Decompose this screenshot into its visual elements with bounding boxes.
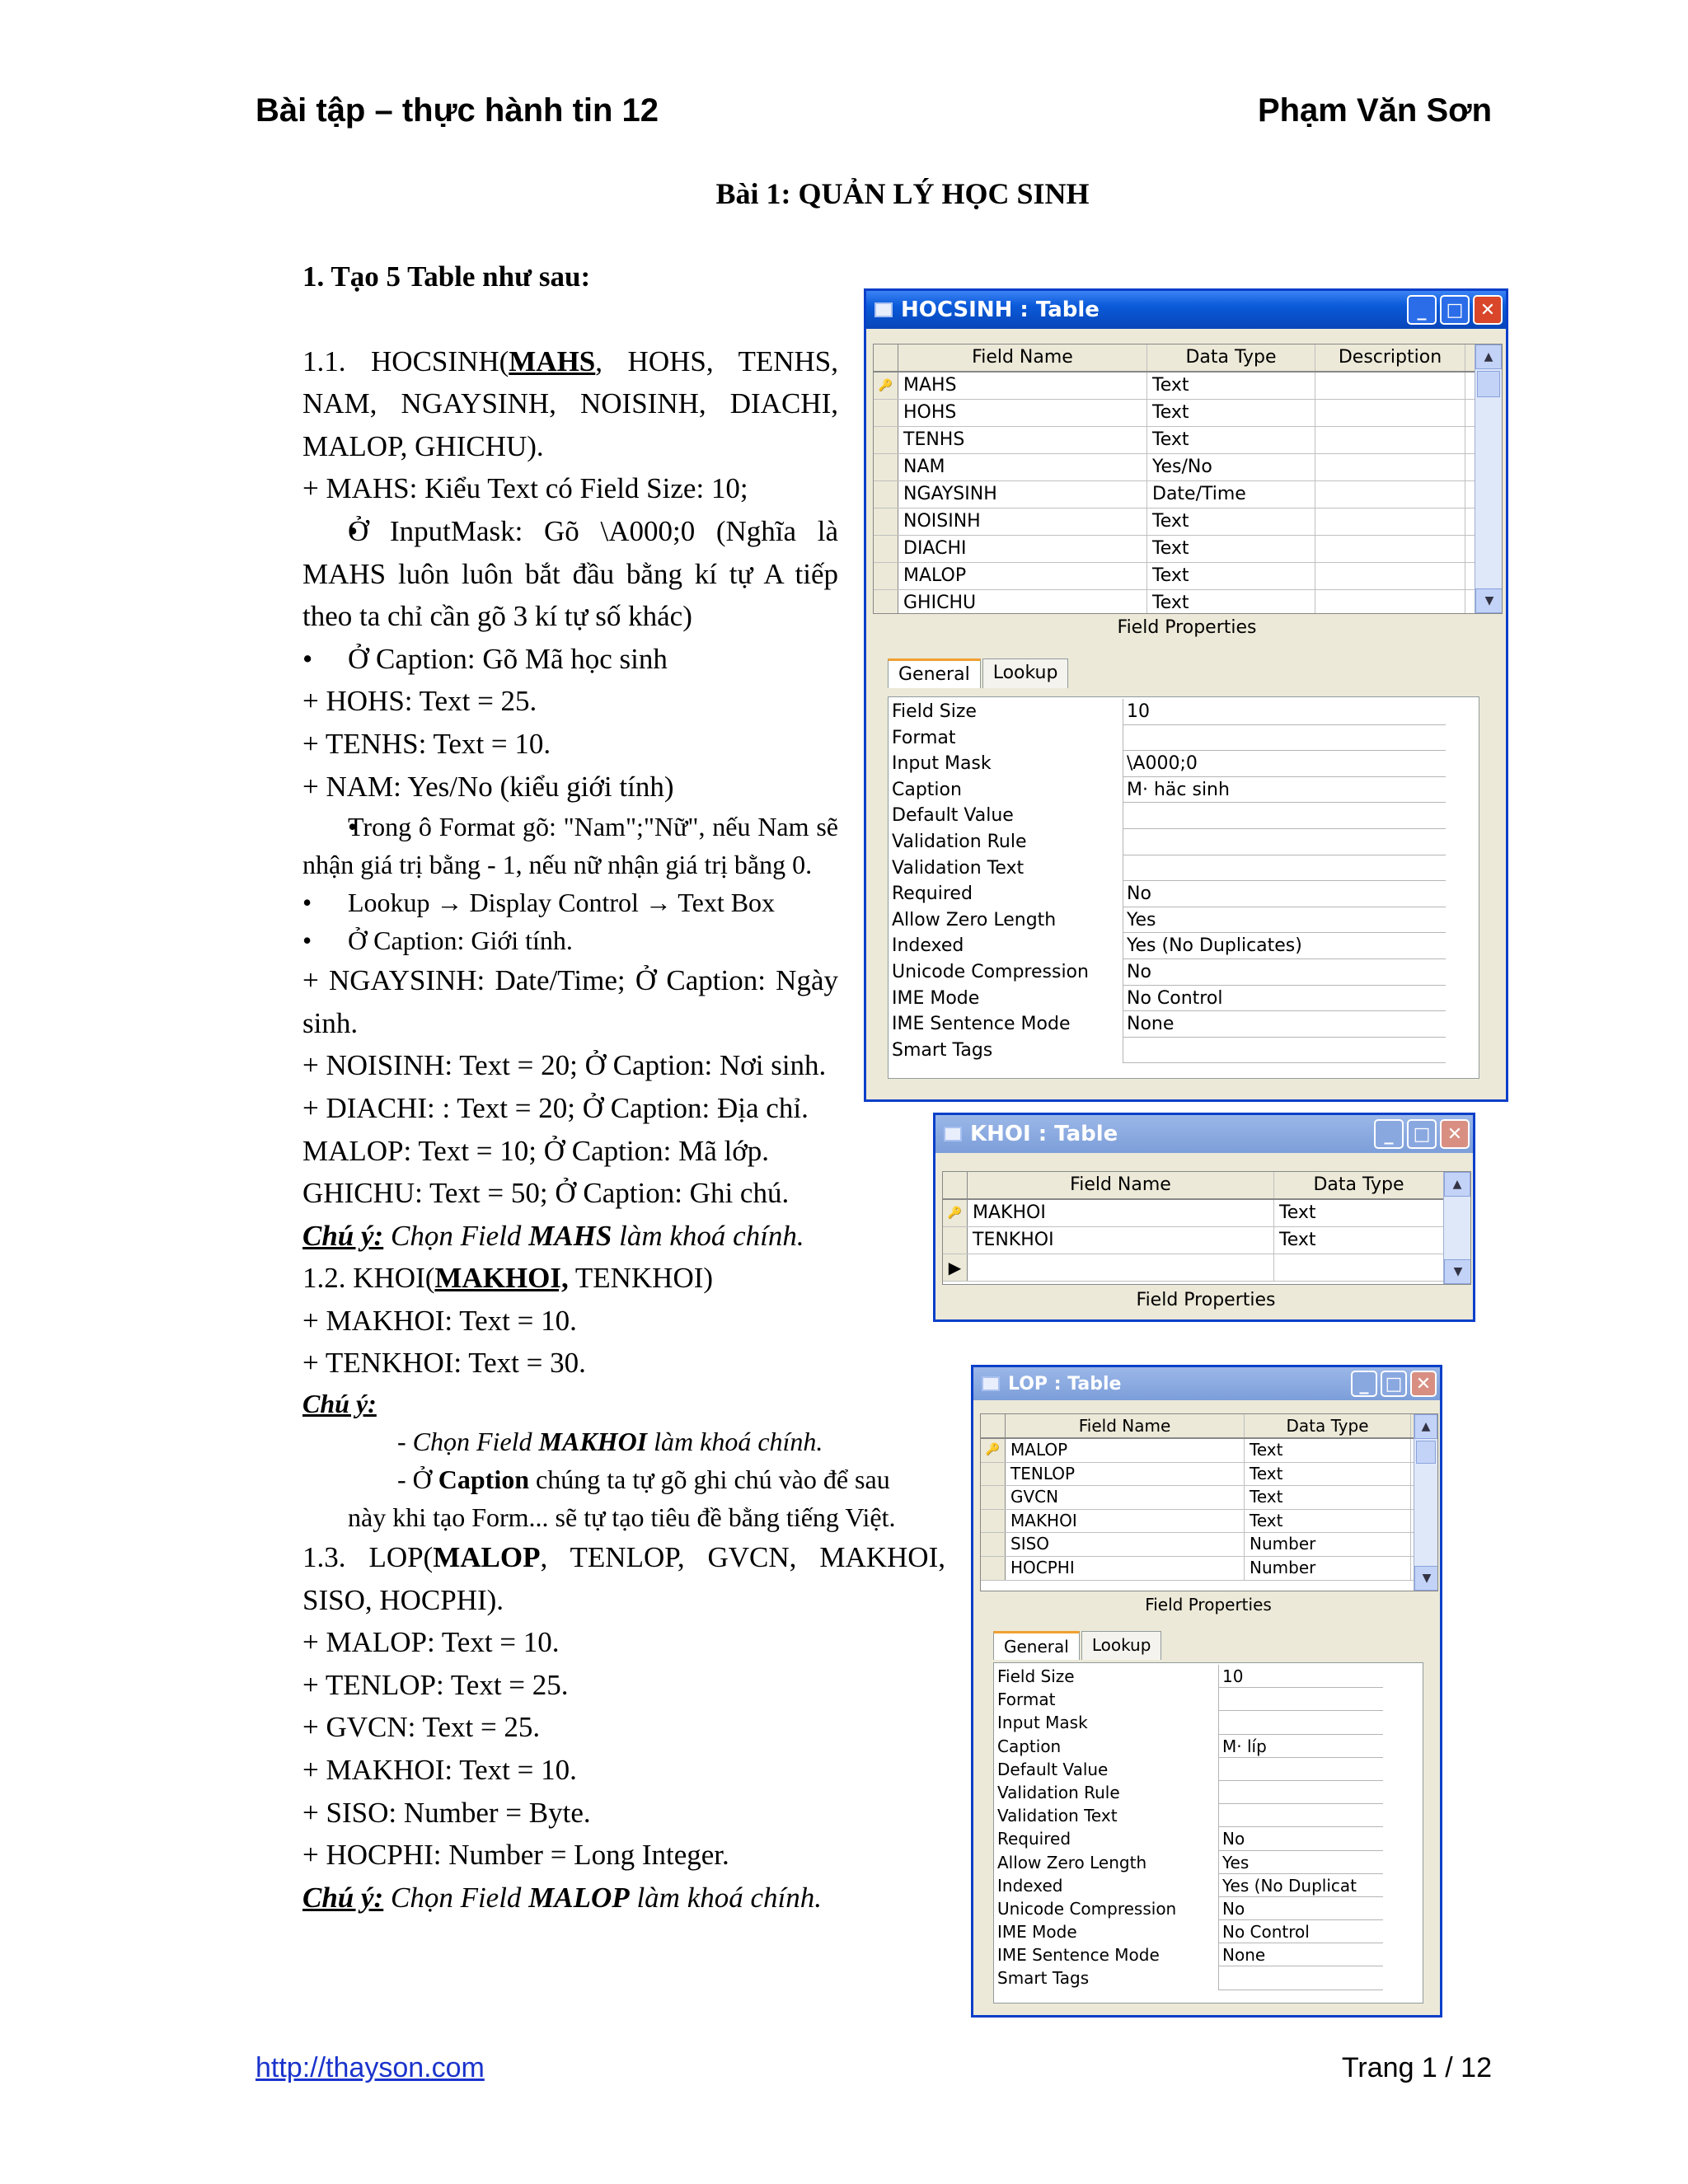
row-selector[interactable] bbox=[874, 400, 898, 426]
lop-line2: SISO, HOCPHI). bbox=[302, 1583, 504, 1616]
property-label: Allow Zero Length bbox=[892, 909, 1057, 930]
property-label: Indexed bbox=[997, 1875, 1063, 1896]
window-title: HOCSINH : Table bbox=[901, 298, 1100, 322]
field-row[interactable] bbox=[981, 1486, 1437, 1510]
field-row[interactable] bbox=[943, 1227, 1470, 1254]
scroll-down-icon[interactable]: ▼ bbox=[1475, 588, 1503, 613]
khoi-design-grid[interactable] bbox=[942, 1171, 1471, 1285]
field-name-cell[interactable]: HOHS bbox=[898, 400, 1147, 426]
property-value[interactable] bbox=[1123, 1038, 1446, 1064]
tab-general[interactable]: General bbox=[993, 1631, 1080, 1660]
data-type-cell[interactable]: Text bbox=[1147, 509, 1315, 535]
property-row bbox=[892, 777, 1475, 804]
property-row bbox=[997, 1735, 1419, 1758]
property-row bbox=[997, 1851, 1419, 1874]
section-heading: 1. Tạo 5 Table như sau: bbox=[302, 260, 591, 293]
property-row bbox=[892, 829, 1475, 855]
property-value[interactable]: Yes bbox=[1218, 1851, 1383, 1874]
note-makhoi: - Chọn Field MAKHOI làm khoá chính. bbox=[397, 1427, 823, 1457]
hocsinh-line2: NAM, NGAYSINH, NOISINH, DIACHI, bbox=[302, 387, 838, 420]
hocsinh-line3: MALOP, GHICHU). bbox=[302, 429, 544, 462]
property-row bbox=[997, 1943, 1419, 1966]
field-row[interactable] bbox=[981, 1557, 1437, 1581]
table-icon bbox=[944, 1127, 962, 1141]
property-label: Unicode Compression bbox=[997, 1898, 1177, 1919]
scroll-up-icon[interactable]: ▲ bbox=[1475, 344, 1502, 369]
col-data-type[interactable]: Data Type bbox=[1274, 1172, 1444, 1198]
hohs-line: + HOHS: Text = 25. bbox=[302, 685, 537, 718]
property-value[interactable]: No bbox=[1123, 881, 1446, 907]
col-data-type[interactable]: Data Type bbox=[1245, 1414, 1411, 1437]
property-value[interactable] bbox=[1123, 725, 1446, 752]
lop-line1: 1.3. LOP(MALOP, TENLOP, GVCN, MAKHOI, bbox=[302, 1541, 945, 1574]
scroll-thumb[interactable] bbox=[1477, 371, 1500, 397]
property-value[interactable]: Yes (No Duplicat bbox=[1218, 1874, 1383, 1897]
property-row bbox=[997, 1665, 1419, 1688]
field-row[interactable] bbox=[874, 536, 1502, 563]
field-row[interactable] bbox=[874, 373, 1502, 400]
tab-general[interactable]: General bbox=[888, 658, 981, 688]
l-malop: + MALOP: Text = 10. bbox=[302, 1626, 560, 1659]
ngaysinh-line: + NGAYSINH: Date/Time; Ở Caption: Ngày sinh. bbox=[302, 964, 838, 1039]
property-label: Smart Tags bbox=[997, 1968, 1090, 1989]
diachi-line: + DIACHI: : Text = 20; Ở Caption: Địa chỉ. bbox=[302, 1091, 809, 1124]
khoi-titlebar[interactable] bbox=[935, 1115, 1473, 1153]
table-icon bbox=[982, 1376, 1000, 1391]
row-selector[interactable] bbox=[874, 563, 898, 589]
property-row bbox=[997, 1804, 1419, 1827]
col-data-type[interactable]: Data Type bbox=[1147, 344, 1315, 371]
property-label: Required bbox=[997, 1829, 1071, 1849]
data-type-cell[interactable]: Text bbox=[1147, 563, 1315, 589]
property-label: Smart Tags bbox=[892, 1039, 993, 1061]
row-selector[interactable] bbox=[981, 1533, 1006, 1556]
window-title: KHOI : Table bbox=[970, 1122, 1118, 1146]
property-label: Validation Rule bbox=[997, 1782, 1120, 1802]
property-row bbox=[892, 907, 1475, 934]
scroll-up-icon[interactable]: ▲ bbox=[1414, 1414, 1437, 1439]
property-value[interactable]: No Control bbox=[1123, 986, 1446, 1012]
property-value[interactable]: No bbox=[1218, 1827, 1383, 1850]
description-cell[interactable] bbox=[1315, 481, 1465, 508]
header-right: Phạm Văn Sơn bbox=[1257, 92, 1492, 129]
new-record-arrow-icon: ▶ bbox=[943, 1254, 968, 1281]
property-label: Field Size bbox=[892, 701, 977, 722]
lop-design-grid[interactable] bbox=[980, 1413, 1438, 1591]
lop-titlebar[interactable] bbox=[973, 1367, 1440, 1400]
property-label: Input Mask bbox=[997, 1713, 1088, 1733]
field-row[interactable] bbox=[874, 454, 1502, 481]
scroll-thumb[interactable] bbox=[1416, 1441, 1436, 1464]
tab-lookup[interactable]: Lookup bbox=[1081, 1631, 1162, 1660]
mahs-line: + MAHS: Kiểu Text có Field Size: 10; bbox=[302, 472, 748, 505]
spacer bbox=[302, 298, 838, 340]
row-selector[interactable] bbox=[874, 427, 898, 453]
data-type-cell[interactable]: Text bbox=[1245, 1486, 1411, 1509]
lop-table-window[interactable] bbox=[971, 1365, 1442, 2018]
data-type-cell[interactable]: Text bbox=[1274, 1200, 1444, 1226]
nam-line: + NAM: Yes/No (kiểu giới tính) bbox=[302, 770, 674, 803]
property-label: Indexed bbox=[892, 935, 964, 957]
l-siso: + SISO: Number = Byte. bbox=[302, 1796, 591, 1829]
hocsinh-table-window[interactable] bbox=[864, 288, 1508, 1102]
grid-header bbox=[981, 1414, 1437, 1439]
property-value[interactable]: M· häc sinh bbox=[1123, 777, 1446, 804]
property-value[interactable]: M· líp bbox=[1218, 1735, 1383, 1758]
property-label: Field Size bbox=[997, 1666, 1075, 1686]
inputmask-bullet: • Ở InputMask: Gõ \A000;0 (Nghĩa là MAHS luôn luôn bắt đầu bằng kí tự A tiếp theo ta chỉ cần gõ 3 kí tự số khác) bbox=[302, 510, 838, 638]
data-type-cell[interactable]: Number bbox=[1245, 1533, 1411, 1556]
note-caption: - Ở Caption chúng ta tự gõ ghi chú vào để sau bbox=[397, 1465, 890, 1495]
field-name-cell[interactable]: HOCPHI bbox=[1006, 1557, 1245, 1580]
property-value[interactable]: \A000;0 bbox=[1123, 751, 1446, 777]
property-label: Required bbox=[892, 883, 973, 905]
property-value[interactable] bbox=[1218, 1758, 1383, 1781]
malop-line: MALOP: Text = 10; Ở Caption: Mã lớp. bbox=[302, 1134, 769, 1167]
l-tenlop: + TENLOP: Text = 25. bbox=[302, 1668, 569, 1701]
property-row bbox=[892, 751, 1475, 777]
property-row bbox=[892, 933, 1475, 959]
field-properties-label: Field Properties bbox=[1136, 1290, 1276, 1310]
vertical-scrollbar[interactable] bbox=[1443, 1172, 1470, 1284]
l-makhoi: + MAKHOI: Text = 10. bbox=[302, 1754, 577, 1787]
property-label: Default Value bbox=[892, 805, 1014, 827]
property-row bbox=[892, 855, 1475, 882]
description-cell[interactable] bbox=[1315, 454, 1465, 480]
data-type-cell[interactable]: Text bbox=[1147, 536, 1315, 562]
primary-key-icon[interactable]: 🔑 bbox=[943, 1200, 968, 1226]
makhoi-line: + MAKHOI: Text = 10. bbox=[302, 1304, 577, 1337]
l-hocphi: + HOCPHI: Number = Long Integer. bbox=[302, 1839, 729, 1872]
property-value[interactable] bbox=[1218, 1804, 1383, 1827]
property-value[interactable]: Yes bbox=[1123, 907, 1446, 934]
property-label: Allow Zero Length bbox=[997, 1852, 1147, 1872]
property-label: Caption bbox=[892, 779, 962, 800]
row-selector[interactable] bbox=[981, 1463, 1006, 1486]
property-value[interactable]: No Control bbox=[1218, 1920, 1383, 1943]
data-type-cell[interactable]: Date/Time bbox=[1147, 481, 1315, 508]
field-name-cell[interactable]: MAHS bbox=[898, 373, 1147, 399]
caption-gt-bullet: • Ở Caption: Giới tính. bbox=[302, 921, 838, 959]
grid-header bbox=[874, 344, 1502, 373]
property-value[interactable] bbox=[1218, 1781, 1383, 1804]
page-title: Bài 1: QUẢN LÝ HỌC SINH bbox=[715, 177, 1090, 210]
description-cell[interactable] bbox=[1315, 536, 1465, 562]
col-field-name[interactable]: Field Name bbox=[968, 1172, 1274, 1198]
property-row bbox=[997, 1758, 1419, 1781]
field-name-cell[interactable]: MAKHOI bbox=[968, 1200, 1274, 1226]
property-value[interactable] bbox=[1123, 829, 1446, 855]
property-row bbox=[997, 1688, 1419, 1711]
col-field-name[interactable]: Field Name bbox=[898, 344, 1147, 371]
data-type-cell[interactable]: Text bbox=[1147, 400, 1315, 426]
field-row[interactable] bbox=[874, 509, 1502, 536]
field-name-cell[interactable]: NAM bbox=[898, 454, 1147, 480]
row-selector[interactable] bbox=[874, 590, 898, 614]
property-value[interactable] bbox=[1218, 1966, 1383, 1990]
row-selector[interactable] bbox=[943, 1227, 968, 1254]
property-label: IME Sentence Mode bbox=[997, 1945, 1160, 1966]
property-row bbox=[997, 1781, 1419, 1804]
description-cell[interactable] bbox=[1315, 590, 1465, 614]
property-row bbox=[997, 1827, 1419, 1850]
property-value[interactable] bbox=[1218, 1688, 1383, 1711]
maximize-button[interactable]: □ bbox=[1407, 1119, 1437, 1149]
field-row[interactable] bbox=[874, 590, 1502, 614]
hocsinh-design-grid[interactable] bbox=[873, 344, 1503, 614]
property-label: IME Mode bbox=[892, 987, 980, 1009]
field-row[interactable] bbox=[874, 427, 1502, 454]
field-name-cell[interactable]: MALOP bbox=[898, 563, 1147, 589]
property-value[interactable]: Yes (No Duplicates) bbox=[1123, 933, 1446, 959]
note-malop: Chú ý: Chọn Field MALOP làm khoá chính. bbox=[302, 1881, 822, 1914]
maximize-button[interactable]: □ bbox=[1440, 295, 1470, 325]
field-row[interactable] bbox=[981, 1510, 1437, 1534]
property-label: Unicode Compression bbox=[892, 961, 1089, 982]
col-field-name[interactable]: Field Name bbox=[1006, 1414, 1245, 1437]
minimize-button[interactable]: _ bbox=[1351, 1371, 1377, 1397]
property-row bbox=[892, 986, 1475, 1012]
col-description[interactable]: Description bbox=[1315, 344, 1465, 371]
close-button[interactable]: ✕ bbox=[1410, 1371, 1437, 1397]
page-number: Trang 1 / 12 bbox=[1341, 2052, 1492, 2083]
property-value[interactable] bbox=[1123, 803, 1446, 829]
scroll-down-icon[interactable]: ▼ bbox=[1414, 1566, 1438, 1591]
khoi-line: 1.2. KHOI(MAKHOI, TENKHOI) bbox=[302, 1262, 714, 1295]
description-cell[interactable] bbox=[1315, 563, 1465, 589]
description-cell[interactable] bbox=[1315, 400, 1465, 426]
lop-properties-panel[interactable] bbox=[993, 1662, 1423, 2004]
field-row[interactable] bbox=[981, 1463, 1437, 1487]
property-label: IME Mode bbox=[997, 1922, 1077, 1943]
field-name-cell[interactable]: NGAYSINH bbox=[898, 481, 1147, 508]
property-label: Default Value bbox=[997, 1759, 1109, 1779]
field-row[interactable] bbox=[981, 1533, 1437, 1557]
field-row[interactable] bbox=[874, 481, 1502, 509]
field-properties-label: Field Properties bbox=[1117, 617, 1257, 638]
scroll-down-icon[interactable]: ▼ bbox=[1444, 1259, 1471, 1284]
primary-key-icon[interactable]: 🔑 bbox=[874, 373, 898, 399]
field-name-cell[interactable]: GVCN bbox=[1006, 1486, 1245, 1509]
close-button[interactable]: ✕ bbox=[1440, 1119, 1470, 1149]
property-label: Validation Rule bbox=[892, 831, 1027, 852]
l-gvcn: + GVCN: Text = 25. bbox=[302, 1711, 541, 1744]
property-row bbox=[892, 1038, 1475, 1064]
hocsinh-line1: 1.1. HOCSINH(MAHS, HOHS, TENHS, bbox=[302, 344, 839, 377]
field-row[interactable] bbox=[943, 1200, 1470, 1227]
property-row bbox=[892, 725, 1475, 752]
minimize-button[interactable]: _ bbox=[1374, 1119, 1404, 1149]
property-row bbox=[997, 1966, 1419, 1990]
description-cell[interactable] bbox=[1315, 509, 1465, 535]
field-properties-label: Field Properties bbox=[1145, 1595, 1272, 1615]
note2-label: Chú ý: bbox=[302, 1389, 377, 1419]
data-type-cell[interactable]: Yes/No bbox=[1147, 454, 1315, 480]
lookup-bullet: • Lookup → Display Control → Text Box bbox=[302, 883, 838, 921]
property-label: Input Mask bbox=[892, 753, 992, 775]
field-row[interactable] bbox=[874, 563, 1502, 590]
hocsinh-titlebar[interactable] bbox=[866, 291, 1506, 329]
row-selector[interactable] bbox=[874, 454, 898, 480]
property-row bbox=[997, 1874, 1419, 1897]
minimize-button[interactable]: _ bbox=[1407, 295, 1437, 325]
row-selector[interactable] bbox=[874, 509, 898, 535]
property-value[interactable]: No bbox=[1123, 959, 1446, 986]
khoi-table-window[interactable] bbox=[933, 1113, 1475, 1322]
property-label: Caption bbox=[997, 1736, 1062, 1756]
property-row bbox=[892, 959, 1475, 986]
property-row bbox=[892, 699, 1475, 725]
data-type-cell[interactable]: Text bbox=[1147, 373, 1315, 399]
property-row bbox=[997, 1897, 1419, 1920]
hocsinh-properties-panel[interactable] bbox=[888, 696, 1479, 1079]
tenkhoi-line: + TENKHOI: Text = 30. bbox=[302, 1347, 586, 1380]
maximize-button[interactable]: □ bbox=[1381, 1371, 1407, 1397]
field-name-cell[interactable]: TENHS bbox=[898, 427, 1147, 453]
field-name-cell[interactable]: MALOP bbox=[1006, 1439, 1245, 1462]
property-tabs[interactable] bbox=[888, 658, 1070, 688]
property-value[interactable] bbox=[1123, 855, 1446, 882]
field-row[interactable] bbox=[981, 1439, 1437, 1463]
data-type-cell[interactable]: Text bbox=[1245, 1439, 1411, 1462]
data-type-cell[interactable]: Text bbox=[1147, 427, 1315, 453]
data-type-cell[interactable]: Text bbox=[1245, 1510, 1411, 1533]
vertical-scrollbar[interactable] bbox=[1475, 344, 1502, 613]
field-row[interactable] bbox=[874, 400, 1502, 427]
row-selector[interactable] bbox=[981, 1557, 1006, 1580]
field-name-cell[interactable]: DIACHI bbox=[898, 536, 1147, 562]
row-selector[interactable] bbox=[981, 1510, 1006, 1533]
field-name-cell[interactable]: TENKHOI bbox=[968, 1227, 1274, 1254]
row-selector[interactable] bbox=[874, 536, 898, 562]
data-type-cell[interactable]: Number bbox=[1245, 1557, 1411, 1580]
noisinh-line: + NOISINH: Text = 20; Ở Caption: Nơi sinh. bbox=[302, 1049, 827, 1082]
field-name-cell[interactable]: MAKHOI bbox=[1006, 1510, 1245, 1533]
data-type-cell[interactable]: Text bbox=[1147, 590, 1315, 614]
property-row bbox=[892, 881, 1475, 907]
property-label: IME Sentence Mode bbox=[892, 1014, 1071, 1035]
property-label: Format bbox=[892, 727, 956, 748]
property-row bbox=[892, 803, 1475, 829]
property-value[interactable]: None bbox=[1123, 1011, 1446, 1038]
property-label: Format bbox=[997, 1690, 1056, 1710]
description-cell[interactable] bbox=[1315, 427, 1465, 453]
property-value[interactable] bbox=[1218, 1711, 1383, 1734]
note-mahs: Chú ý: Chọn Field MAHS làm khoá chính. bbox=[302, 1219, 804, 1252]
field-name-cell[interactable]: TENLOP bbox=[1006, 1463, 1245, 1486]
property-value[interactable]: No bbox=[1218, 1897, 1383, 1920]
property-value[interactable]: 10 bbox=[1123, 699, 1446, 725]
row-selector[interactable] bbox=[874, 481, 898, 508]
new-record-row[interactable] bbox=[943, 1254, 1470, 1282]
field-name-cell[interactable]: GHICHU bbox=[898, 590, 1147, 614]
ghichu-line: GHICHU: Text = 50; Ở Caption: Ghi chú. bbox=[302, 1177, 790, 1210]
footer-link[interactable]: http://thayson.com bbox=[256, 2052, 485, 2083]
description-cell[interactable] bbox=[1315, 373, 1465, 399]
note-caption-cont: này khi tạo Form... sẽ tự tạo tiêu đề bằng tiếng Việt. bbox=[348, 1502, 896, 1533]
close-button[interactable]: ✕ bbox=[1473, 295, 1503, 325]
scroll-up-icon[interactable]: ▲ bbox=[1444, 1172, 1470, 1197]
property-label: Validation Text bbox=[997, 1806, 1118, 1826]
property-label: Validation Text bbox=[892, 857, 1025, 879]
format-bullet: • Trong ô Format gõ: "Nam";"Nữ", nếu Nam sẽ nhận giá trị bằng - 1, nếu nữ nhận giá trị bằng 0. bbox=[302, 808, 838, 883]
property-row bbox=[997, 1920, 1419, 1943]
row-selector[interactable] bbox=[981, 1486, 1006, 1509]
header-left: Bài tập – thực hành tin 12 bbox=[256, 92, 659, 129]
data-type-cell[interactable]: Text bbox=[1245, 1463, 1411, 1486]
table-icon bbox=[874, 302, 893, 317]
property-tabs[interactable] bbox=[993, 1631, 1163, 1660]
property-row bbox=[997, 1711, 1419, 1734]
grid-header bbox=[943, 1172, 1470, 1200]
tab-lookup[interactable]: Lookup bbox=[982, 658, 1069, 688]
field-name-cell[interactable]: SISO bbox=[1006, 1533, 1245, 1556]
tenhs-line: + TENHS: Text = 10. bbox=[302, 727, 551, 760]
property-value[interactable]: 10 bbox=[1218, 1665, 1383, 1688]
primary-key-icon[interactable]: 🔑 bbox=[981, 1439, 1006, 1462]
caption-hs-bullet: • Ở Caption: Gõ Mã học sinh bbox=[302, 638, 838, 681]
property-value[interactable]: None bbox=[1218, 1943, 1383, 1966]
data-type-cell[interactable]: Text bbox=[1274, 1227, 1444, 1254]
window-title: LOP : Table bbox=[1008, 1373, 1122, 1394]
vertical-scrollbar[interactable] bbox=[1414, 1414, 1437, 1591]
property-row bbox=[892, 1011, 1475, 1038]
field-name-cell[interactable]: NOISINH bbox=[898, 509, 1147, 535]
